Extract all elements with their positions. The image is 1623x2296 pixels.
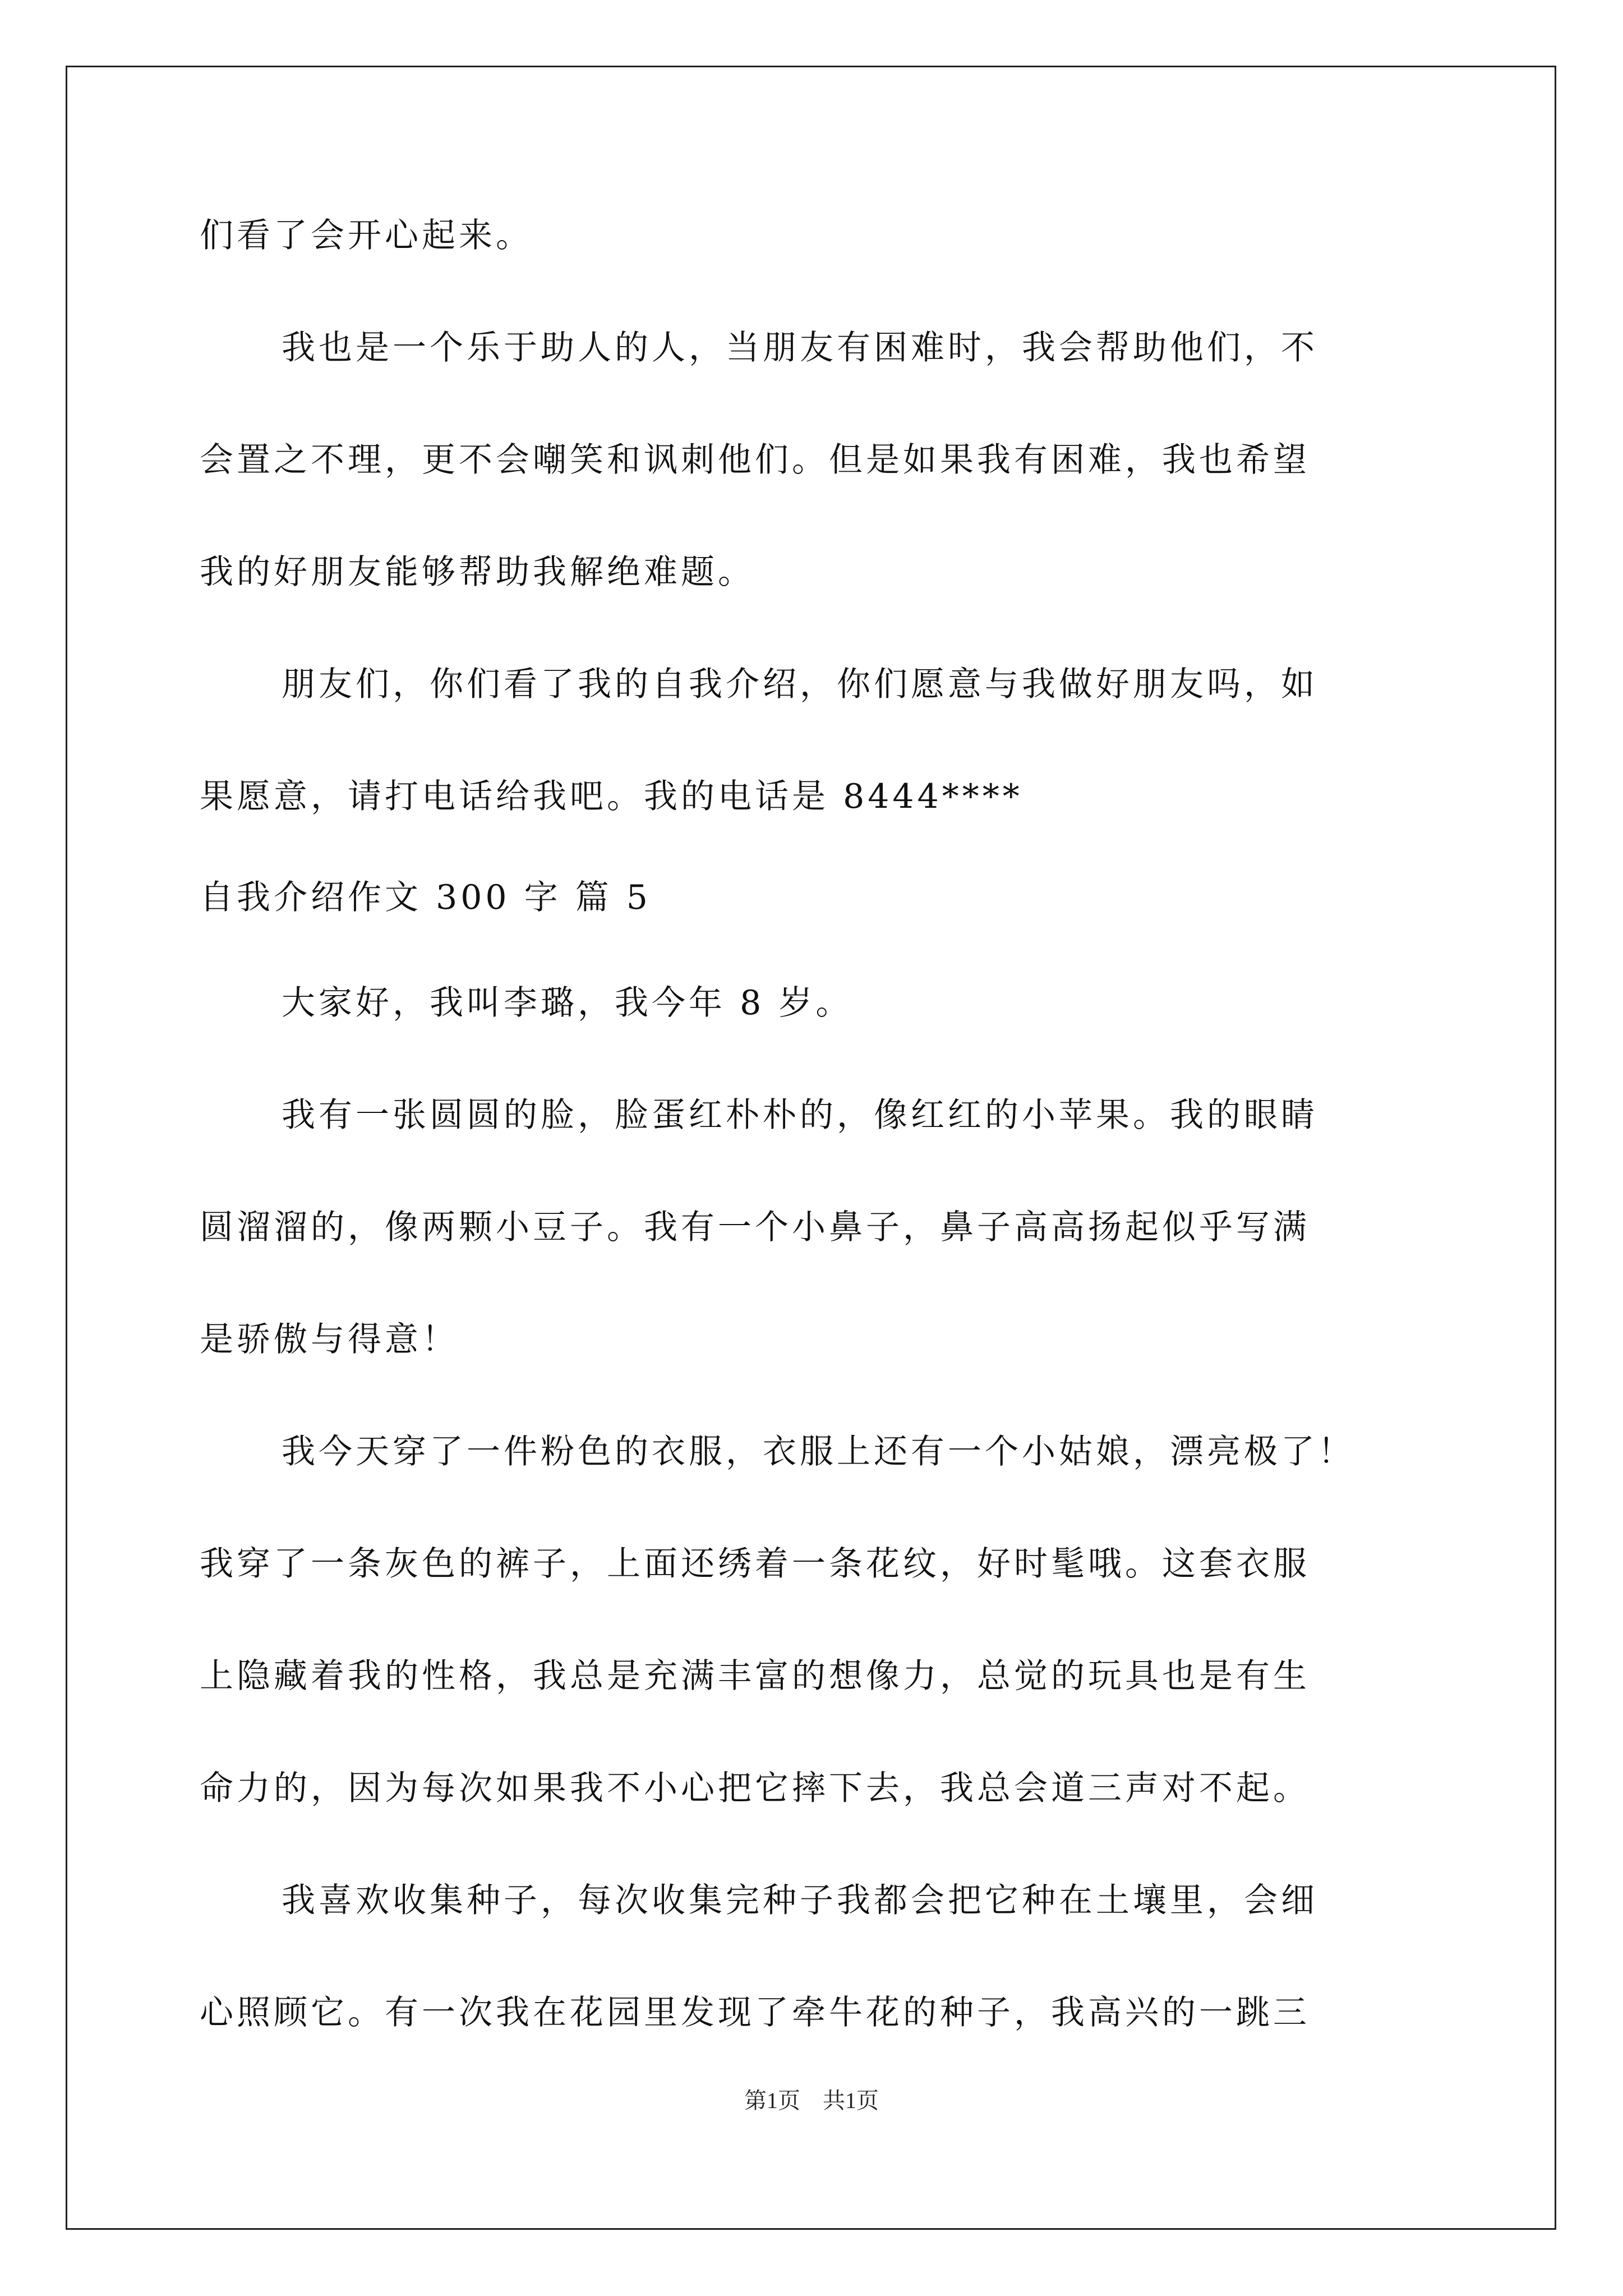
page-number-footer: 第1页 共1页	[744, 2088, 879, 2113]
text-line: 大家好，我叫李璐，我今年 8 岁。	[282, 983, 853, 1023]
text-line: 我喜欢收集种子，每次收集完种子我都会把它种在土壤里，会细	[282, 1881, 1318, 1920]
text-line: 我今天穿了一件粉色的衣服，衣服上还有一个小姑娘，漂亮极了！	[282, 1432, 1355, 1471]
text-line: 朋友们，你们看了我的自我介绍，你们愿意与我做好朋友吗，如	[282, 665, 1318, 704]
text-line: 我的好朋友能够帮助我解绝难题。	[200, 553, 755, 592]
text-line: 我也是一个乐于助人的人，当朋友有困难时，我会帮助他们，不	[282, 328, 1318, 367]
text-line: 我穿了一条灰色的裤子，上面还绣着一条花纹，好时髦哦。这套衣服	[200, 1544, 1310, 1584]
text-line: 心照顾它。有一次我在花园里发现了牵牛花的种子，我高兴的一跳三	[200, 1993, 1310, 2032]
text-line: 们看了会开心起来。	[200, 216, 533, 255]
section-heading: 自我介绍作文 300 字 篇 5	[200, 878, 651, 917]
text-line: 命力的，因为每次如果我不小心把它摔下去，我总会道三声对不起。	[200, 1769, 1310, 1808]
text-line: 上隐藏着我的性格，我总是充满丰富的想像力，总觉的玩具也是有生	[200, 1657, 1310, 1696]
text-line: 我有一张圆圆的脸，脸蛋红朴朴的，像红红的小苹果。我的眼睛	[282, 1096, 1318, 1135]
text-line: 果愿意，请打电话给我吧。我的电话是 8444****	[200, 777, 1023, 816]
text-line: 是骄傲与得意！	[200, 1320, 459, 1359]
text-line: 圆溜溜的，像两颗小豆子。我有一个小鼻子，鼻子高高扬起似乎写满	[200, 1208, 1310, 1247]
text-line: 会置之不理，更不会嘲笑和讽刺他们。但是如果我有困难，我也希望	[200, 440, 1310, 480]
